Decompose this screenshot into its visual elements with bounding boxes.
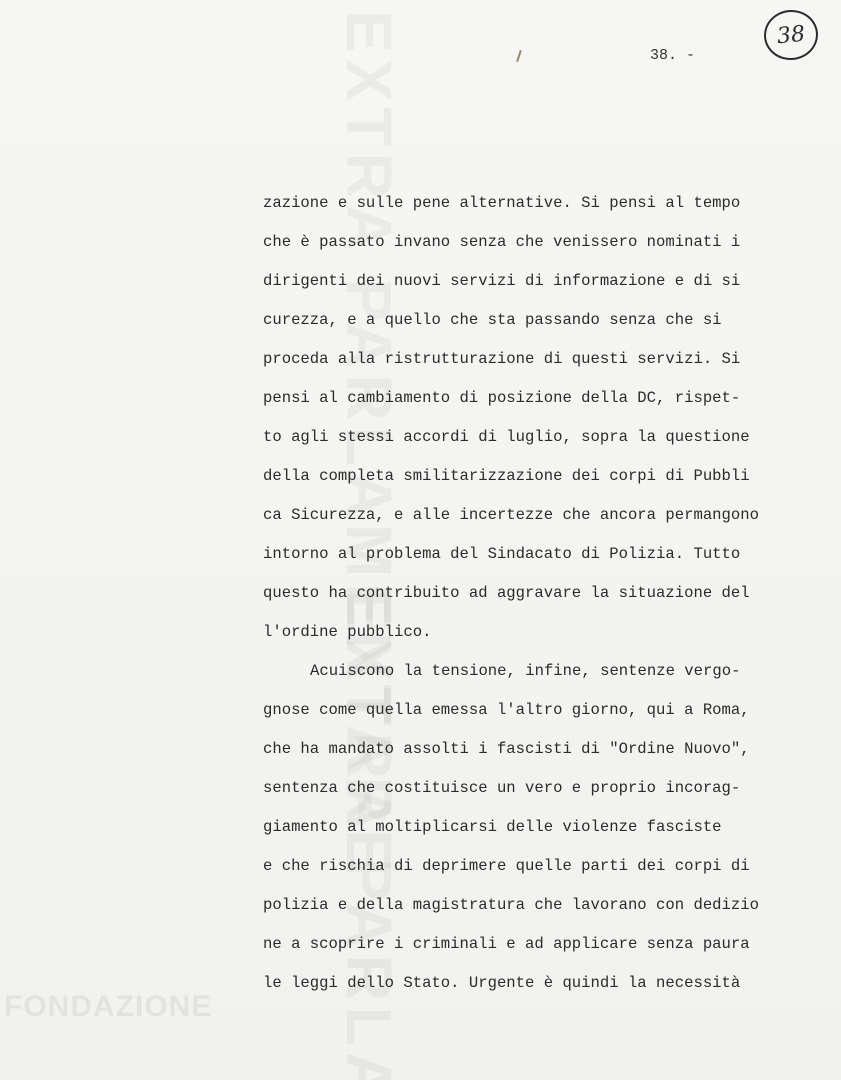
text-line: che è passato invano senza che venissero nominati i — [263, 233, 741, 251]
pencil-mark — [516, 50, 522, 62]
stamp-number: 38 — [775, 21, 807, 49]
text-line: pensi al cambiamento di posizione della DC, rispet- — [263, 389, 741, 407]
text-line: ne a scoprire i criminali e ad applicare senza paura — [263, 935, 750, 953]
text-line: ca Sicurezza, e alle incertezze che ancora permangono — [263, 506, 759, 524]
text-line: curezza, e a quello che sta passando senza che si — [263, 311, 722, 329]
text-line: le leggi dello Stato. Urgente è quindi la necessità — [263, 974, 741, 992]
foundation-watermark: FONDAZIONE — [4, 990, 213, 1023]
text-line: giamento al moltiplicarsi delle violenze fasciste — [263, 818, 722, 836]
text-line: l'ordine pubblico. — [263, 623, 432, 641]
page-stamp — [762, 7, 821, 62]
text-line: dirigenti dei nuovi servizi di informazione e di si — [263, 272, 741, 290]
text-line: proceda alla ristrutturazione di questi servizi. Si — [263, 350, 741, 368]
text-line: Acuiscono la tensione, infine, sentenze vergo- — [310, 662, 741, 680]
page-number: 38. - — [650, 47, 696, 64]
text-line: della completa smilitarizzazione dei corpi di Pubbli — [263, 467, 750, 485]
text-line: intorno al problema del Sindacato di Polizia. Tutto — [263, 545, 741, 563]
text-line: questo ha contribuito ad aggravare la situazione del — [263, 584, 750, 602]
text-line: gnose come quella emessa l'altro giorno, qui a Roma, — [263, 701, 750, 719]
text-line: zazione e sulle pene alternative. Si pensi al tempo — [263, 194, 741, 212]
text-line: che ha mandato assolti i fascisti di "Ordine Nuovo", — [263, 740, 750, 758]
text-line: to agli stessi accordi di luglio, sopra la questione — [263, 428, 750, 446]
text-line: polizia e della magistratura che lavorano con dedizio — [263, 896, 759, 914]
text-line: e che rischia di deprimere quelle parti dei corpi di — [263, 857, 750, 875]
text-line: sentenza che costituisce un vero e proprio incorag- — [263, 779, 741, 797]
